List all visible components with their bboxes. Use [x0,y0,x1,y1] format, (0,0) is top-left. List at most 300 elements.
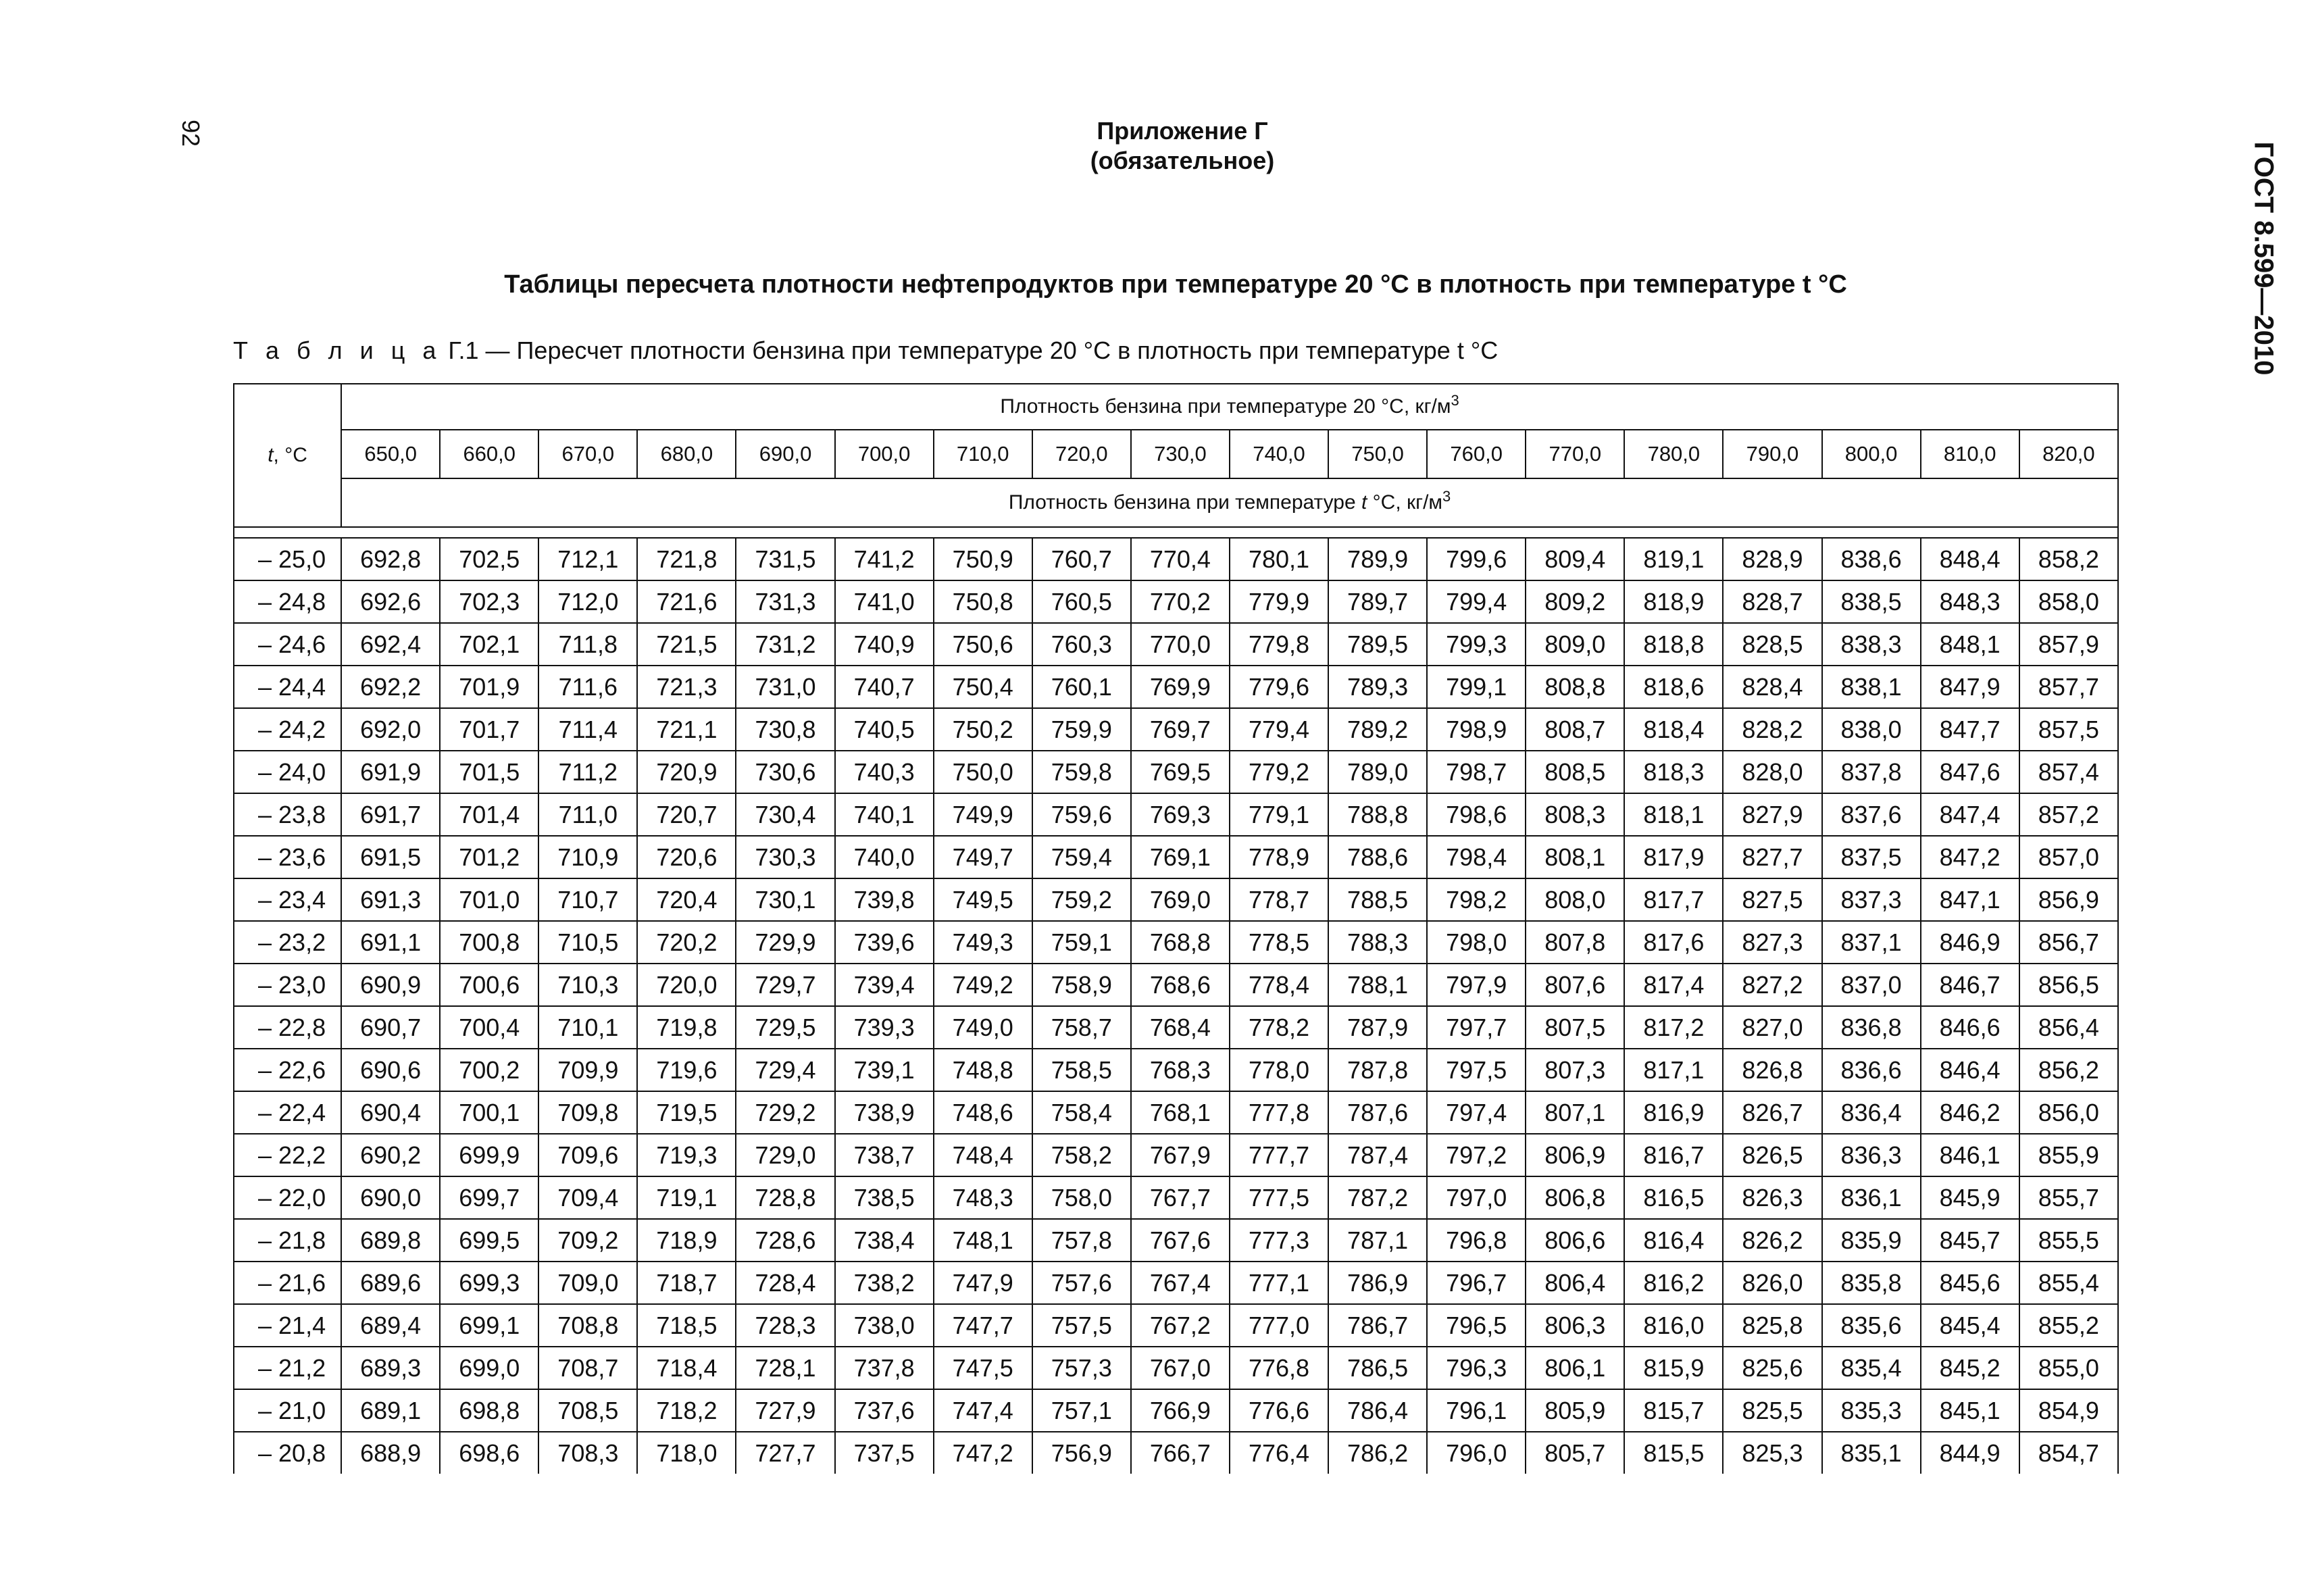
density-20c-header [341,384,2118,430]
density-cell: 688,9 [341,1432,440,1474]
density-cell: 749,0 [934,1006,1032,1049]
density-cell: 739,6 [835,921,934,964]
density-cell: 818,3 [1624,751,1723,793]
density-cell: 777,3 [1230,1219,1328,1262]
density-cell: 845,6 [1921,1262,2019,1304]
density-cell: 779,1 [1230,793,1328,836]
density-cell: 759,4 [1032,836,1131,878]
density-cell: 798,6 [1427,793,1526,836]
density-cell: 769,7 [1131,708,1230,751]
density-cell: 770,2 [1131,580,1230,623]
density-cell: 838,0 [1822,708,1921,751]
density-cell: 846,2 [1921,1091,2019,1134]
density-cell: 827,7 [1723,836,1821,878]
density-cell: 700,1 [440,1091,538,1134]
density-cell: 731,2 [736,623,834,666]
temperature-cell: – 22,8 [234,1006,341,1049]
density-cell: 786,9 [1328,1262,1427,1304]
density-cell: 769,5 [1131,751,1230,793]
density-cell: 721,1 [637,708,736,751]
density-cell: 690,4 [341,1091,440,1134]
density-cell: 818,4 [1624,708,1723,751]
density-cell: 758,9 [1032,964,1131,1006]
density-cell: 787,1 [1328,1219,1427,1262]
density-cell: 692,0 [341,708,440,751]
density-cell: 750,4 [934,666,1032,708]
density-cell: 847,6 [1921,751,2019,793]
density-cell: 719,3 [637,1134,736,1176]
density-cell: 798,2 [1427,878,1526,921]
density-cell: 825,8 [1723,1304,1821,1347]
density-cell: 766,9 [1131,1389,1230,1432]
density-cell: 856,9 [2019,878,2118,921]
density-cell: 757,3 [1032,1347,1131,1389]
table-row [234,1304,2118,1347]
density-cell: 838,1 [1822,666,1921,708]
density-cell: 799,3 [1427,623,1526,666]
density-cell: 844,9 [1921,1432,2019,1474]
density-cell: 799,4 [1427,580,1526,623]
density-cell: 728,6 [736,1219,834,1262]
density-column-header: 690,0 [736,430,834,478]
density-cell: 760,7 [1032,538,1131,580]
density-cell: 799,6 [1427,538,1526,580]
density-cell: 747,7 [934,1304,1032,1347]
density-cell: 817,9 [1624,836,1723,878]
density-cell: 710,7 [538,878,637,921]
density-cell: 855,9 [2019,1134,2118,1176]
density-cell: 701,5 [440,751,538,793]
density-cell: 798,7 [1427,751,1526,793]
density-cell: 767,6 [1131,1219,1230,1262]
density-cell: 740,9 [835,623,934,666]
density-cell: 712,0 [538,580,637,623]
density-cell: 690,2 [341,1134,440,1176]
temperature-cell: – 21,8 [234,1219,341,1262]
density-cell: 691,9 [341,751,440,793]
density-cell: 721,3 [637,666,736,708]
density-cell: 837,6 [1822,793,1921,836]
density-cell: 729,2 [736,1091,834,1134]
density-cell: 789,2 [1328,708,1427,751]
density-cell: 701,2 [440,836,538,878]
density-cell: 699,9 [440,1134,538,1176]
density-cell: 689,6 [341,1262,440,1304]
density-cell: 691,5 [341,836,440,878]
density-cell: 854,7 [2019,1432,2118,1474]
standard-code: ГОСТ 8.599—2010 [2248,141,2279,376]
density-cell: 698,8 [440,1389,538,1432]
density-cell: 826,8 [1723,1049,1821,1091]
temperature-cell: – 24,6 [234,623,341,666]
density-cell: 769,9 [1131,666,1230,708]
density-20c-header-sup: 3 [1451,392,1459,409]
density-cell: 730,6 [736,751,834,793]
density-cell: 758,0 [1032,1176,1131,1219]
density-cell: 731,5 [736,538,834,580]
table-row [234,1134,2118,1176]
density-cell: 857,0 [2019,836,2118,878]
density-cell: 857,9 [2019,623,2118,666]
density-cell: 808,0 [1526,878,1624,921]
density-cell: 857,7 [2019,666,2118,708]
density-cell: 806,1 [1526,1347,1624,1389]
density-cell: 817,6 [1624,921,1723,964]
density-cell: 848,1 [1921,623,2019,666]
density-cell: 698,6 [440,1432,538,1474]
density-cell: 737,6 [835,1389,934,1432]
density-cell: 737,8 [835,1347,934,1389]
density-cell: 787,4 [1328,1134,1427,1176]
density-cell: 797,7 [1427,1006,1526,1049]
density-cell: 808,5 [1526,751,1624,793]
density-cell: 711,8 [538,623,637,666]
density-cell: 708,5 [538,1389,637,1432]
density-cell: 729,0 [736,1134,834,1176]
density-cell: 857,2 [2019,793,2118,836]
density-cell: 779,8 [1230,623,1328,666]
table-row [234,921,2118,964]
density-cell: 709,4 [538,1176,637,1219]
density-cell: 776,4 [1230,1432,1328,1474]
density-cell: 826,0 [1723,1262,1821,1304]
density-cell: 756,9 [1032,1432,1131,1474]
density-cell: 835,3 [1822,1389,1921,1432]
density-cell: 708,8 [538,1304,637,1347]
density-column-header: 660,0 [440,430,538,478]
temperature-cell: – 23,4 [234,878,341,921]
density-cell: 769,3 [1131,793,1230,836]
density-cell: 692,4 [341,623,440,666]
temperature-cell: – 24,0 [234,751,341,793]
density-cell: 779,4 [1230,708,1328,751]
density-cell: 739,1 [835,1049,934,1091]
table-row [234,964,2118,1006]
temperature-cell: – 22,2 [234,1134,341,1176]
density-cell: 748,6 [934,1091,1032,1134]
density-cell: 826,3 [1723,1176,1821,1219]
table-row [234,623,2118,666]
density-cell: 789,7 [1328,580,1427,623]
density-cell: 806,9 [1526,1134,1624,1176]
density-cell: 827,0 [1723,1006,1821,1049]
density-column-header: 780,0 [1624,430,1723,478]
density-cell: 730,4 [736,793,834,836]
density-cell: 748,4 [934,1134,1032,1176]
density-cell: 808,3 [1526,793,1624,836]
density-cell: 857,5 [2019,708,2118,751]
density-cell: 701,9 [440,666,538,708]
density-cell: 711,2 [538,751,637,793]
density-cell: 856,2 [2019,1049,2118,1091]
density-cell: 730,1 [736,878,834,921]
density-cell: 806,6 [1526,1219,1624,1262]
density-cell: 712,1 [538,538,637,580]
density-column-header: 680,0 [637,430,736,478]
density-cell: 699,5 [440,1219,538,1262]
density-cell: 836,4 [1822,1091,1921,1134]
density-cell: 847,4 [1921,793,2019,836]
density-cell: 828,5 [1723,623,1821,666]
density-cell: 798,9 [1427,708,1526,751]
density-cell: 796,0 [1427,1432,1526,1474]
density-cell: 718,7 [637,1262,736,1304]
table-row [234,1176,2118,1219]
density-20c-header-text: Плотность бензина при температуре 20 °С, кг/м [1000,395,1451,418]
density-cell: 807,6 [1526,964,1624,1006]
temperature-cell: – 22,0 [234,1176,341,1219]
density-cell: 836,8 [1822,1006,1921,1049]
density-cell: 838,3 [1822,623,1921,666]
density-cell: 718,9 [637,1219,736,1262]
density-cell: 691,1 [341,921,440,964]
density-cell: 741,2 [835,538,934,580]
density-cell: 740,3 [835,751,934,793]
density-cell: 769,1 [1131,836,1230,878]
density-cell: 690,6 [341,1049,440,1091]
density-cell: 777,0 [1230,1304,1328,1347]
density-cell: 700,8 [440,921,538,964]
density-cell: 826,5 [1723,1134,1821,1176]
density-cell: 729,7 [736,964,834,1006]
appendix-status: (обязательное) [1090,147,1275,174]
density-cell: 709,0 [538,1262,637,1304]
temperature-cell: – 23,8 [234,793,341,836]
density-cell: 738,5 [835,1176,934,1219]
density-cell: 846,7 [1921,964,2019,1006]
density-cell: 702,1 [440,623,538,666]
density-cell: 737,5 [835,1432,934,1474]
temperature-cell: – 22,6 [234,1049,341,1091]
density-cell: 749,2 [934,964,1032,1006]
density-cell: 767,2 [1131,1304,1230,1347]
density-cell: 738,7 [835,1134,934,1176]
density-cell: 760,1 [1032,666,1131,708]
table-row [234,1389,2118,1432]
table-row [234,580,2118,623]
density-cell: 740,5 [835,708,934,751]
density-cell: 720,7 [637,793,736,836]
table-row [234,708,2118,751]
density-cell: 779,6 [1230,666,1328,708]
density-cell: 729,5 [736,1006,834,1049]
density-cell: 797,4 [1427,1091,1526,1134]
density-cell: 825,5 [1723,1389,1821,1432]
density-cell: 768,4 [1131,1006,1230,1049]
density-cell: 835,8 [1822,1262,1921,1304]
density-cell: 720,2 [637,921,736,964]
density-cell: 758,7 [1032,1006,1131,1049]
density-cell: 691,7 [341,793,440,836]
density-cell: 689,1 [341,1389,440,1432]
density-cell: 805,7 [1526,1432,1624,1474]
density-cell: 757,6 [1032,1262,1131,1304]
density-cell: 807,8 [1526,921,1624,964]
density-cell: 827,9 [1723,793,1821,836]
density-cell: 689,3 [341,1347,440,1389]
density-cell: 699,7 [440,1176,538,1219]
main-title: Таблицы пересчета плотности нефтепродуктов при температуре 20 °С в плотность при температуре t °С [504,270,1847,299]
density-cell: 701,7 [440,708,538,751]
density-cell: 738,2 [835,1262,934,1304]
table-row [234,1347,2118,1389]
density-cell: 838,5 [1822,580,1921,623]
density-cell: 848,4 [1921,538,2019,580]
table-row [234,666,2118,708]
density-cell: 805,9 [1526,1389,1624,1432]
density-cell: 767,9 [1131,1134,1230,1176]
density-cell: 777,7 [1230,1134,1328,1176]
density-cell: 789,5 [1328,623,1427,666]
density-cell: 710,1 [538,1006,637,1049]
density-cell: 778,0 [1230,1049,1328,1091]
density-cell: 816,7 [1624,1134,1723,1176]
density-cell: 778,2 [1230,1006,1328,1049]
density-cell: 777,1 [1230,1262,1328,1304]
density-cell: 709,6 [538,1134,637,1176]
density-column-header: 820,0 [2019,430,2118,478]
density-cell: 692,6 [341,580,440,623]
density-column-header: 670,0 [538,430,637,478]
density-cell: 815,5 [1624,1432,1723,1474]
density-cell: 700,2 [440,1049,538,1091]
density-cell: 796,8 [1427,1219,1526,1262]
density-cell: 836,3 [1822,1134,1921,1176]
table-row [234,793,2118,836]
density-cell: 702,3 [440,580,538,623]
density-cell: 807,3 [1526,1049,1624,1091]
density-cell: 818,1 [1624,793,1723,836]
density-cell: 740,1 [835,793,934,836]
table-caption [233,336,1498,365]
density-column-header: 650,0 [341,430,440,478]
density-cell: 779,2 [1230,751,1328,793]
density-cell: 854,9 [2019,1389,2118,1432]
density-cell: 727,9 [736,1389,834,1432]
density-column-header: 700,0 [835,430,934,478]
density-cell: 837,3 [1822,878,1921,921]
density-cell: 825,6 [1723,1347,1821,1389]
density-cell: 788,3 [1328,921,1427,964]
density-cell: 807,5 [1526,1006,1624,1049]
density-cell: 766,7 [1131,1432,1230,1474]
density-cell: 786,4 [1328,1389,1427,1432]
density-cell: 700,6 [440,964,538,1006]
density-cell: 845,2 [1921,1347,2019,1389]
density-cell: 731,0 [736,666,834,708]
density-cell: 779,9 [1230,580,1328,623]
density-cell: 757,8 [1032,1219,1131,1262]
density-cell: 789,3 [1328,666,1427,708]
density-cell: 730,8 [736,708,834,751]
table-row [234,751,2118,793]
density-cell: 777,8 [1230,1091,1328,1134]
temperature-cell: – 22,4 [234,1091,341,1134]
density-cell: 747,5 [934,1347,1032,1389]
density-cell: 789,0 [1328,751,1427,793]
density-cell: 819,1 [1624,538,1723,580]
density-cell: 689,4 [341,1304,440,1347]
density-cell: 729,4 [736,1049,834,1091]
density-cell: 837,5 [1822,836,1921,878]
density-cell: 855,0 [2019,1347,2118,1389]
density-cell: 701,0 [440,878,538,921]
temperature-cell: – 21,6 [234,1262,341,1304]
density-cell: 718,4 [637,1347,736,1389]
density-cell: 718,0 [637,1432,736,1474]
appendix-title: Приложение Г [1097,117,1268,145]
density-cell: 787,6 [1328,1091,1427,1134]
density-cell: 797,9 [1427,964,1526,1006]
density-cell: 806,3 [1526,1304,1624,1347]
density-cell: 846,1 [1921,1134,2019,1176]
density-cell: 710,9 [538,836,637,878]
density-cell: 818,6 [1624,666,1723,708]
density-cell: 788,6 [1328,836,1427,878]
density-cell: 797,0 [1427,1176,1526,1219]
density-cell: 816,0 [1624,1304,1723,1347]
density-cell: 739,3 [835,1006,934,1049]
density-cell: 836,6 [1822,1049,1921,1091]
density-cell: 757,1 [1032,1389,1131,1432]
density-cell: 846,6 [1921,1006,2019,1049]
density-cell: 748,1 [934,1219,1032,1262]
table-caption-prefix: Т а б л и ц а [233,336,442,364]
temperature-cell: – 23,2 [234,921,341,964]
density-cell: 797,2 [1427,1134,1526,1176]
density-cell: 787,9 [1328,1006,1427,1049]
temperature-cell: – 24,4 [234,666,341,708]
density-cell: 808,8 [1526,666,1624,708]
density-cell: 857,4 [2019,751,2118,793]
density-cell: 777,5 [1230,1176,1328,1219]
density-cell: 835,1 [1822,1432,1921,1474]
table-row [234,538,2118,580]
density-column-header: 720,0 [1032,430,1131,478]
density-cell: 749,9 [934,793,1032,836]
density-cell: 759,6 [1032,793,1131,836]
density-cell: 816,5 [1624,1176,1723,1219]
density-cell: 797,5 [1427,1049,1526,1091]
density-cell: 837,8 [1822,751,1921,793]
temperature-cell: – 23,6 [234,836,341,878]
density-cell: 728,1 [736,1347,834,1389]
temperature-cell: – 21,4 [234,1304,341,1347]
density-cell: 846,4 [1921,1049,2019,1091]
density-cell: 767,0 [1131,1347,1230,1389]
density-cell: 778,9 [1230,836,1328,878]
density-cell: 759,9 [1032,708,1131,751]
density-cell: 748,8 [934,1049,1032,1091]
density-cell: 767,7 [1131,1176,1230,1219]
density-cell: 692,2 [341,666,440,708]
density-cell: 845,4 [1921,1304,2019,1347]
density-cell: 738,4 [835,1219,934,1262]
density-table [233,383,2119,1474]
density-cell: 855,7 [2019,1176,2118,1219]
density-column-header: 750,0 [1328,430,1427,478]
density-cell: 789,9 [1328,538,1427,580]
density-cell: 691,3 [341,878,440,921]
table-caption-text: Г.1 — Пересчет плотности бензина при температуре 20 °С в плотность при температуре t °С [448,336,1499,364]
density-cell: 728,8 [736,1176,834,1219]
density-cell: 759,8 [1032,751,1131,793]
table-row [234,836,2118,878]
density-column-header: 760,0 [1427,430,1526,478]
density-cell: 836,1 [1822,1176,1921,1219]
density-cell: 709,2 [538,1219,637,1262]
density-cell: 798,0 [1427,921,1526,964]
